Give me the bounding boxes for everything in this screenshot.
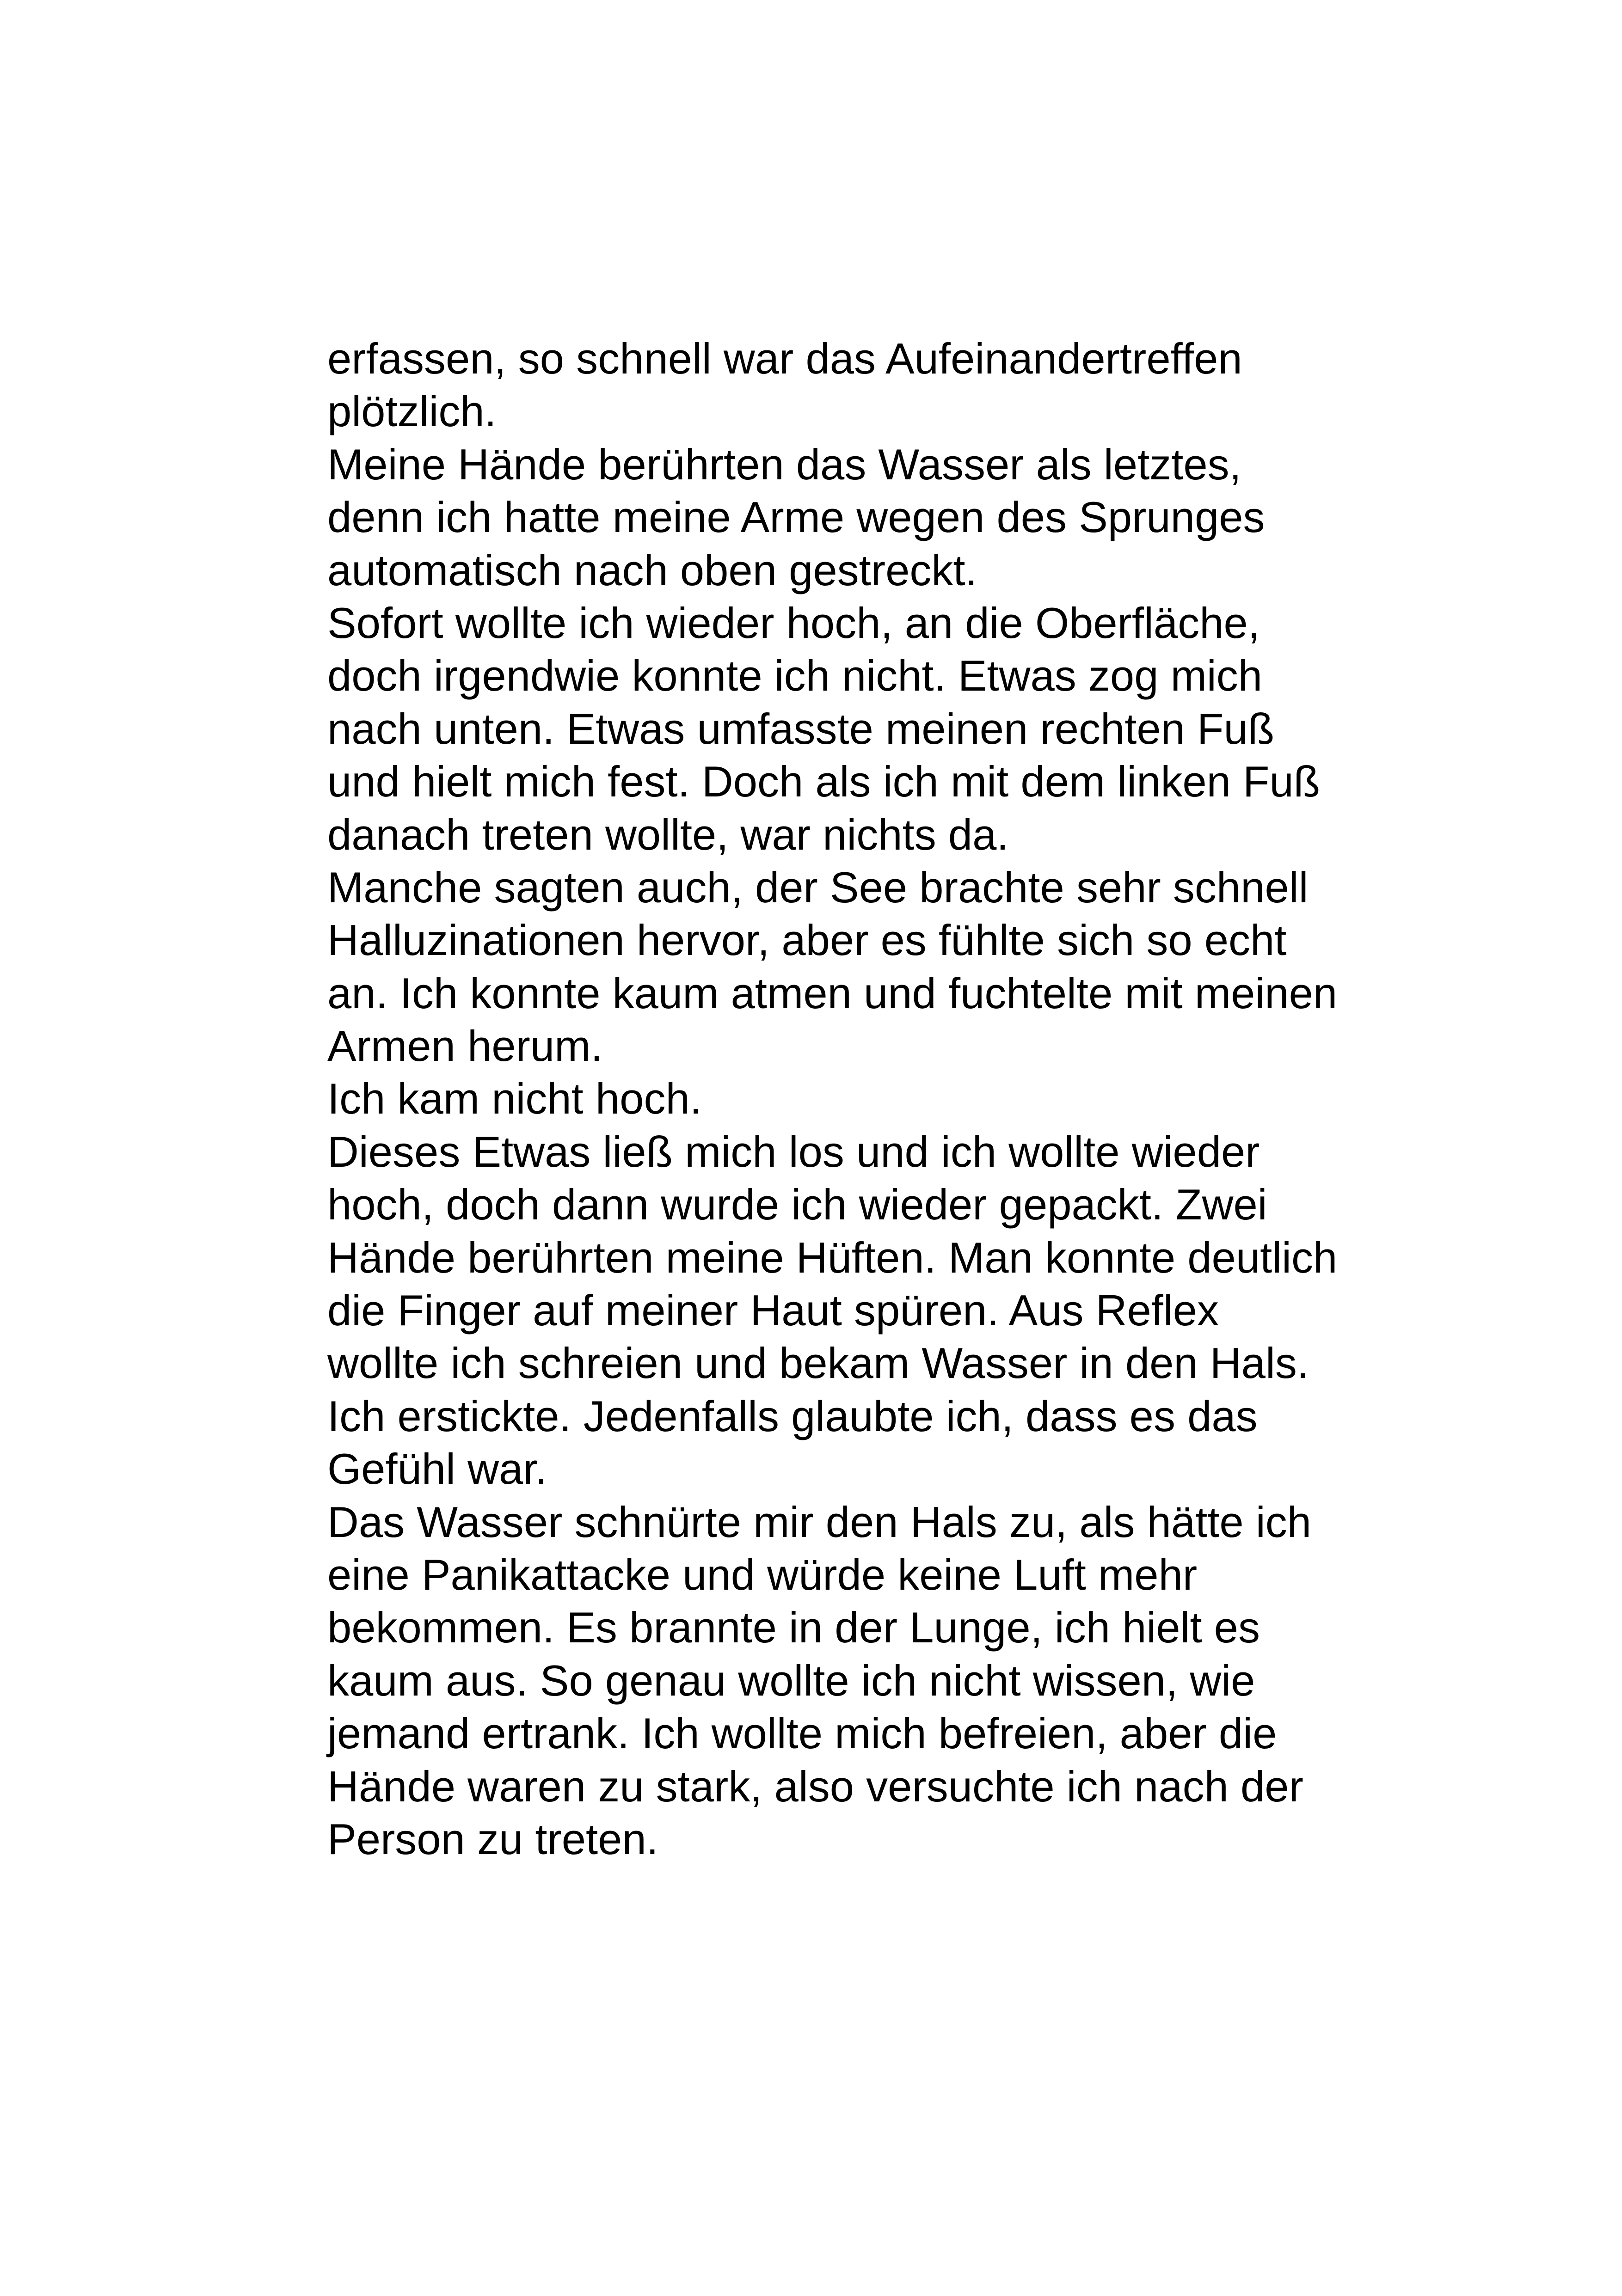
text-line: Hände berührten meine Hüften. Man konnte deutlich: [327, 1233, 1338, 1282]
text-line: automatisch nach oben gestreckt.: [327, 545, 977, 594]
text-line: Hände waren zu stark, also versuchte ich nach der: [327, 1762, 1303, 1811]
text-line: plötzlich.: [327, 387, 497, 436]
text-line: eine Panikattacke und würde keine Luft mehr: [327, 1550, 1198, 1599]
text-line: wollte ich schreien und bekam Wasser in den Hals.: [327, 1339, 1309, 1388]
text-line: Person zu treten.: [327, 1814, 658, 1863]
text-line: Armen herum.: [327, 1022, 603, 1071]
text-line: und hielt mich fest. Doch als ich mit dem linken Fuß: [327, 757, 1321, 806]
text-line: hoch, doch dann wurde ich wieder gepackt. Zwei: [327, 1180, 1267, 1229]
text-line: Meine Hände berührten das Wasser als letztes,: [327, 440, 1241, 489]
text-line: Ich erstickte. Jedenfalls glaubte ich, dass es das: [327, 1391, 1258, 1440]
text-line: kaum aus. So genau wollte ich nicht wissen, wie: [327, 1656, 1255, 1705]
text-line: nach unten. Etwas umfasste meinen rechten Fuß: [327, 704, 1275, 753]
text-line: Ich kam nicht hoch.: [327, 1074, 702, 1123]
text-line: Manche sagten auch, der See brachte sehr schnell: [327, 863, 1309, 912]
text-line: an. Ich konnte kaum atmen und fuchtelte mit meinen: [327, 968, 1338, 1017]
text-line: die Finger auf meiner Haut spüren. Aus Reflex: [327, 1286, 1219, 1335]
text-line: danach treten wollte, war nichts da.: [327, 810, 1009, 859]
text-line: erfassen, so schnell war das Aufeinandertreffen: [327, 334, 1242, 383]
text-line: doch irgendwie konnte ich nicht. Etwas zog mich: [327, 651, 1263, 700]
text-line: denn ich hatte meine Arme wegen des Sprunges: [327, 493, 1265, 542]
text-line: bekommen. Es brannte in der Lunge, ich hielt es: [327, 1603, 1260, 1652]
text-line: Gefühl war.: [327, 1445, 547, 1494]
text-line: Das Wasser schnürte mir den Hals zu, als hätte ich: [327, 1497, 1311, 1546]
text-line: Halluzinationen hervor, aber es fühlte sich so echt: [327, 916, 1287, 965]
text-line: jemand ertrank. Ich wollte mich befreien, aber die: [327, 1709, 1277, 1758]
text-line: Sofort wollte ich wieder hoch, an die Oberfläche,: [327, 598, 1260, 647]
body-text: [327, 332, 1437, 1866]
text-line: Dieses Etwas ließ mich los und ich wollte wieder: [327, 1127, 1260, 1176]
